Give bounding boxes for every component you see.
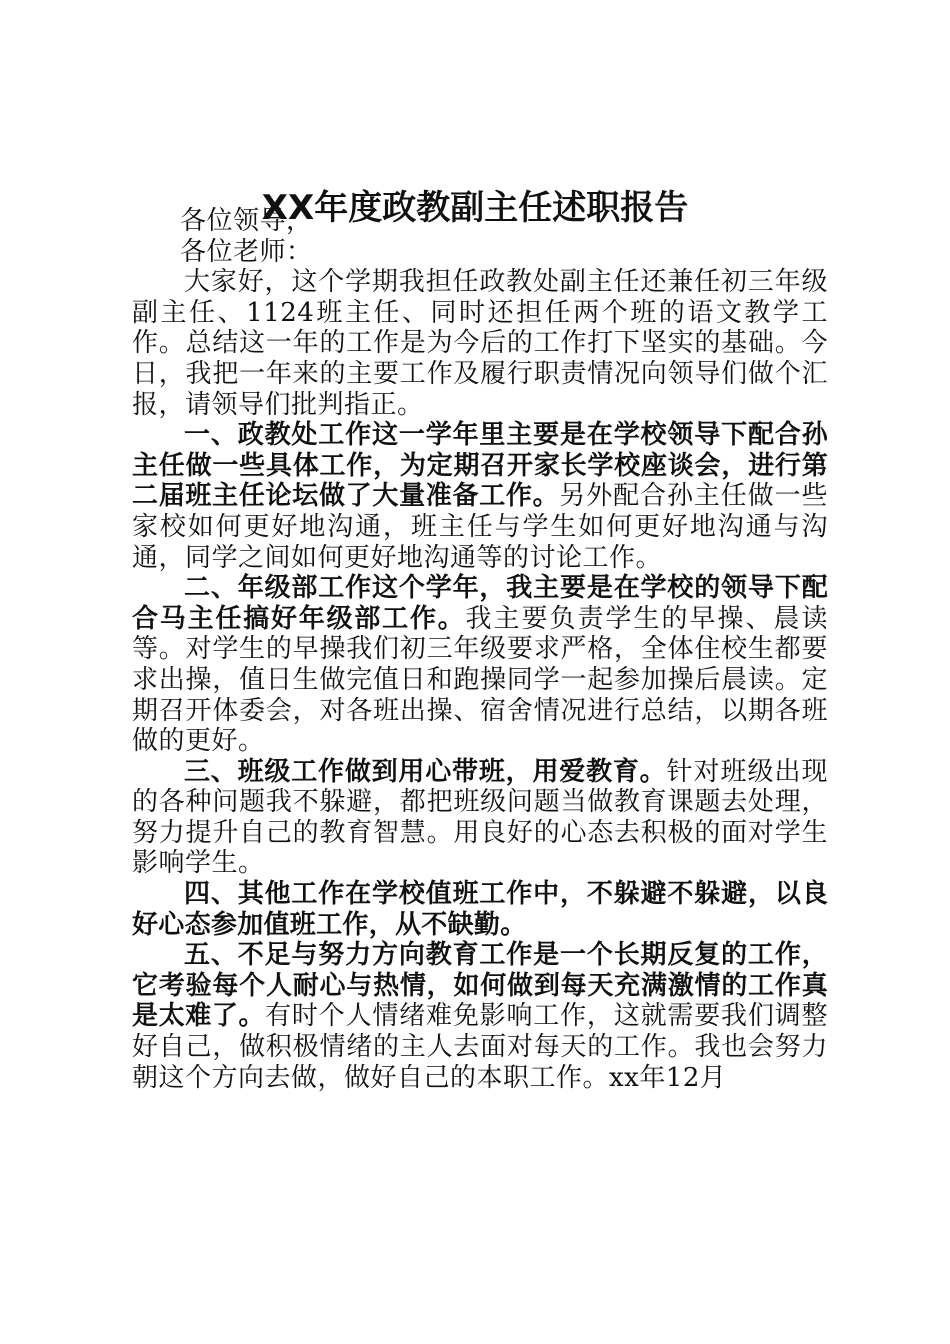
section-paragraph-5: [132, 940, 828, 1093]
salutation-teachers: 各位老师：: [180, 236, 313, 267]
section-paragraph-3: [132, 757, 828, 879]
section-text-3: 针对班级出现的各种问题我不躲避，都把班级问题当做教育课题去处理，努力提升自己的教育智慧。用良好的心态去积极的面对学生影响学生。: [132, 756, 828, 879]
section-text-5: 有时个人情绪难免影响工作，这就需要我们调整好自己，做积极情绪的主人去面对每天的工作。我也会努力朝这个方向去做，做好自己的本职工作。xx年12月: [132, 1001, 828, 1093]
section-heading-1: 一、政教处工作这一学年里主要是在学校领导下配合孙主任做一些具体工作，为定期召开家长学校座谈会，进行第二届班主任论坛做了大量准备工作。: [132, 420, 828, 512]
document-body: [132, 206, 828, 1093]
section-paragraph-4: [132, 879, 828, 940]
section-text-1: 另外配合孙主任做一些家校如何更好地沟通，班主任与学生如何更好地沟通与沟通，同学之间如何更好地沟通等的讨论工作。: [132, 481, 828, 573]
section-paragraph-2: [132, 573, 828, 757]
intro-paragraph: 大家好，这个学期我担任政教处副主任还兼任初三年级副主任、1124班主任、同时还担任两个班的语文教学工作。总结这一年的工作是为今后的工作打下坚实的基础。今日，我把一年来的主要工作及履行职责情况向领导们做个汇报，请领导们批判指正。: [132, 267, 828, 420]
section-heading-4: 四、其他工作在学校值班工作中，不躲避不躲避，以良好心态参加值班工作，从不缺勤。: [132, 879, 828, 940]
section-paragraph-1: [132, 420, 828, 573]
section-heading-5: 五、不足与努力方向教育工作是一个长期反复的工作，它考验每个人耐心与热情，如何做到每天充满激情的工作真是太难了。: [132, 940, 828, 1032]
section-heading-2: 二、年级部工作这个学年，我主要是在学校的领导下配合马主任搞好年级部工作。: [132, 573, 828, 634]
section-text-2: 我主要负责学生的早操、晨读等。对学生的早操我们初三年级要求严格，全体住校生都要求出操，值日生做完值日和跑操同学一起参加操后晨读。定期召开体委会，对各班出操、宿舍情况进行总结，以期各班做的更好。: [132, 603, 828, 757]
document-title: XX年度政教副主任述职报告: [261, 188, 689, 228]
salutation-leaders: 各位领导，: [180, 206, 313, 236]
section-heading-3: 三、班级工作做到用心带班，用爱教育。: [184, 756, 667, 787]
